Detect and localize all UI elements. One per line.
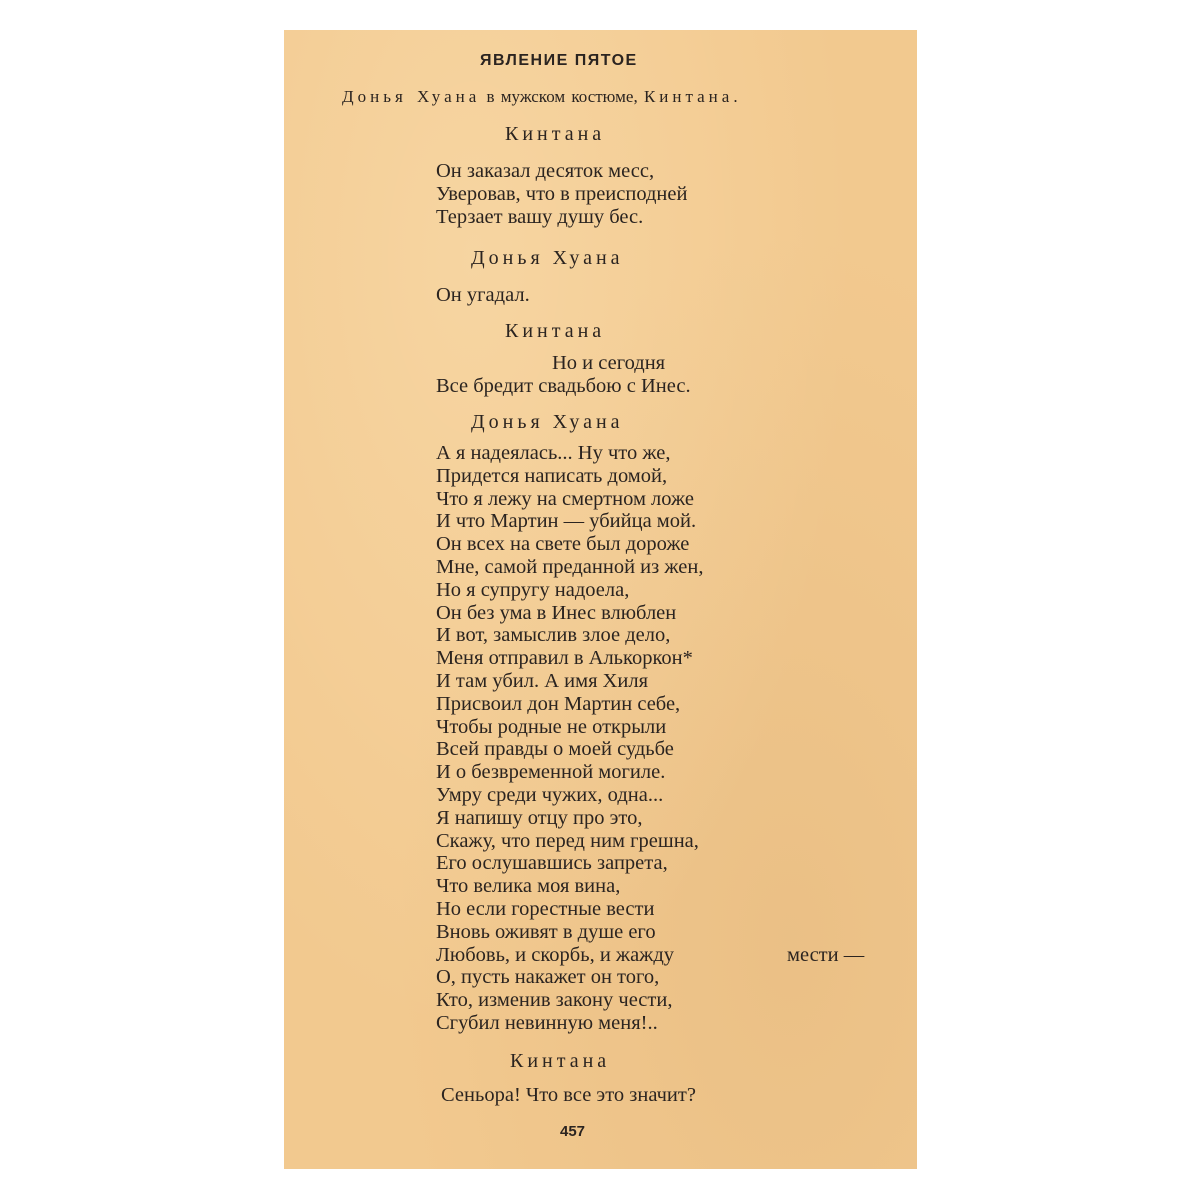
verse-line: И что Мартин — убийца мой.	[436, 510, 697, 533]
verse-line: Придется написать домой,	[436, 464, 668, 487]
verse-line: Что я лежу на смертном ложе	[436, 487, 695, 510]
verse-line: Сгубил невинную меня!..	[436, 1011, 658, 1034]
stage-direction-character-2: Кинтана.	[643, 87, 742, 106]
verse-line: Его ослушавшись запрета,	[436, 852, 668, 875]
verse-line: О, пусть накажет он того,	[436, 966, 660, 989]
verse-block	[436, 442, 703, 1035]
stage-direction	[342, 87, 742, 107]
verse-line: Все бредит свадьбою с Инес.	[436, 374, 691, 397]
verse-line: Умру среди чужих, одна...	[436, 783, 664, 806]
verse-line: Он заказал десяток месс,	[436, 160, 655, 182]
verse-line: Меня отправил в Алькоркон*	[436, 647, 693, 670]
verse-line: Он без ума в Инес влюблен	[436, 601, 677, 624]
verse-line: И там убил. А имя Хиля	[436, 669, 649, 692]
verse-line: Любовь, и скорбь, и жажду	[436, 943, 675, 966]
stage-direction-text: в мужском костюме,	[480, 87, 644, 106]
verse-line: Чтобы родные не открыли	[436, 715, 667, 738]
verse-line: Всей правды о моей судьбе	[436, 738, 674, 761]
verse-block	[436, 284, 530, 307]
verse-line: Что велика моя вина,	[436, 875, 621, 898]
speaker-name: Кинтана	[505, 123, 606, 145]
verse-block	[436, 352, 691, 398]
speaker-name: Донья Хуана	[471, 247, 624, 269]
verse-line: Он всех на свете был дороже	[436, 533, 690, 556]
book-page	[284, 30, 917, 1169]
speaker-name: Кинтана	[505, 320, 606, 342]
scene-heading: ЯВЛЕНИЕ ПЯТОЕ	[480, 52, 638, 69]
verse-line: Он угадал.	[436, 284, 530, 306]
verse-block	[441, 1084, 696, 1107]
verse-line: Уверовав, что в преисподней	[436, 182, 688, 205]
verse-line: Но если горестные вести	[436, 897, 655, 920]
speaker-name: Кинтана	[510, 1050, 611, 1072]
verse-line: И о безвременной могиле.	[436, 761, 666, 784]
verse-line: Скажу, что перед ним грешна,	[436, 829, 699, 852]
verse-line: Мне, самой преданной из жен,	[436, 555, 704, 578]
page-number: 457	[560, 1123, 586, 1140]
verse-line: Но и сегодня	[552, 352, 666, 374]
verse-line-overflow: мести —	[787, 944, 865, 966]
verse-line: Но я супругу надоела,	[436, 578, 630, 601]
verse-line: Я напишу отцу про это,	[436, 806, 643, 829]
stage-direction-character-1: Донья Хуана	[342, 87, 481, 106]
verse-line: Присвоил дон Мартин себе,	[436, 692, 681, 715]
verse-line: А я надеялась... Ну что же,	[436, 442, 671, 464]
verse-line: Кто, изменив закону чести,	[436, 989, 673, 1012]
verse-line: Вновь оживят в душе его	[436, 920, 656, 943]
verse-line: Терзает вашу душу бес.	[436, 205, 644, 228]
verse-block	[436, 160, 687, 228]
verse-line: Сеньора! Что все это значит?	[441, 1084, 696, 1106]
verse-line: И вот, замыслив злое дело,	[436, 624, 671, 647]
speaker-name: Донья Хуана	[471, 411, 624, 433]
